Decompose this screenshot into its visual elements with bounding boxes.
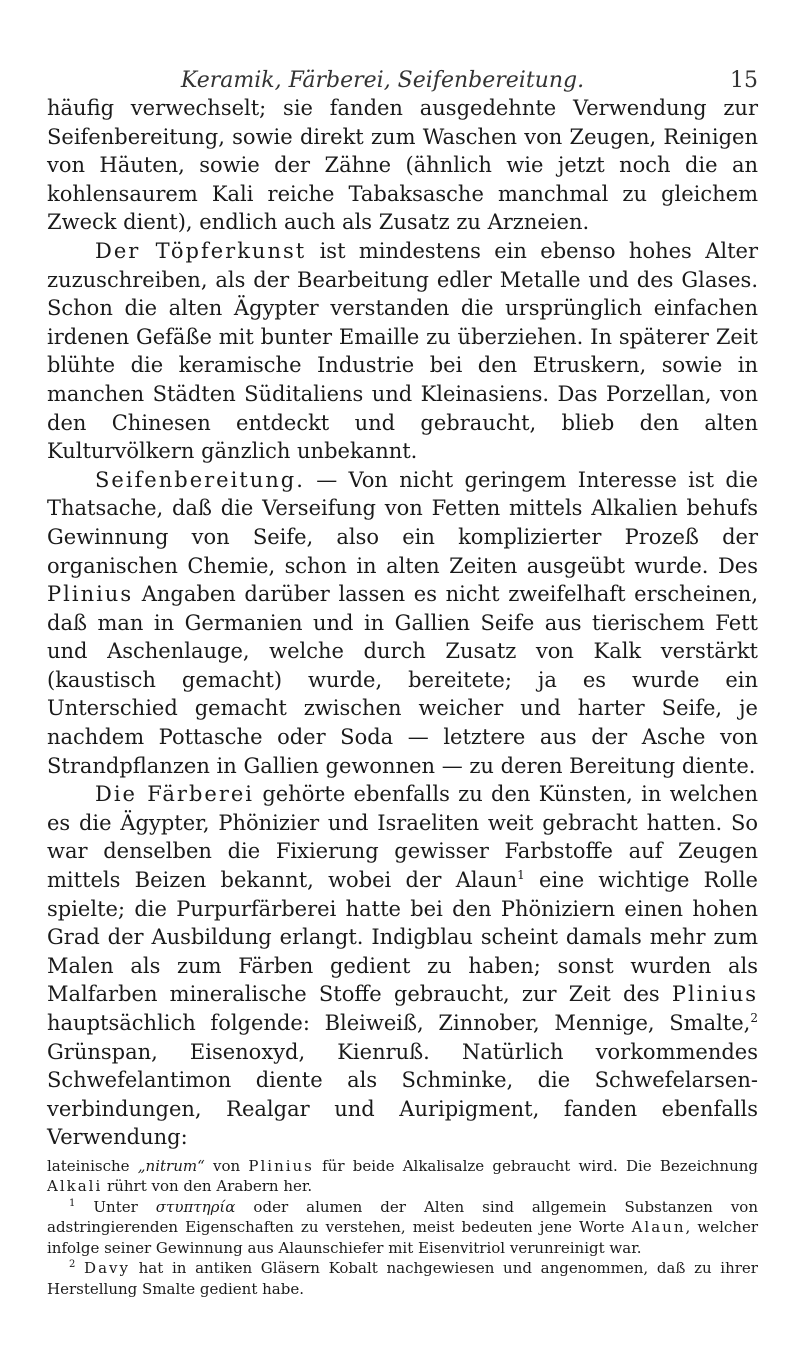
footnote-ref-2[interactable]: 2 xyxy=(750,1011,758,1025)
footnote-ref-1[interactable]: 1 xyxy=(517,868,525,883)
name-plinius: Plinius xyxy=(248,1156,314,1175)
footnote-text: lateinische xyxy=(47,1156,138,1175)
footnote-number: 1 xyxy=(69,1197,76,1209)
greek-term: στυπτηρία xyxy=(155,1197,236,1216)
paragraph-text: eine wichtige Rolle spielte; die Purpurfärberei hatte bei den Phöniziern einen hohen Grad der Ausbildung erlangt. Indigblau scheint damals mehr zum Malen als zum Färben gedient zu haben; sonst wurden als Malfarben mineralische Stoffe gebraucht, zur Zeit des xyxy=(47,868,758,1007)
paragraph-text: Angaben darüber lassen es nicht zweifelhaft erscheinen, daß man in Germanien und in Gallien Seife aus tierischem Fett und Aschenlauge, welche durch Zusatz von Kalk verstärkt (kaustisch gemacht) wurde, bereitete; ja es wurde ein Unterschied gemacht zwischen weicher und harter Seife, je nachdem Pottasche oder Soda — letztere aus der Asche von Strandpflanzen in Gallien gewonnen — zu deren Bereitung diente. xyxy=(47,582,758,778)
footnotes xyxy=(47,1156,758,1300)
paragraph-text: häufig verwechselt; sie fanden ausgedehnte Verwendung zur Seifenbereitung, sowie direkt zum Waschen von Zeugen, Reinigen von Häuten, sowie der Zähne (ähnlich wie jetzt noch die an kohlensaurem Kali reiche Tabaksasche manchmal zu gleichem Zweck dient), endlich auch als Zusatz zu Arzneien. xyxy=(47,96,758,235)
footnote-text: hat in antiken Gläsern Kobalt nachgewiesen und angenommen, daß zu ihrer Herstellung Smalte gedient habe. xyxy=(47,1259,758,1298)
paragraph-text: hauptsächlich folgende: Bleiweiß, Zinnober, Mennige, Smalte, xyxy=(47,1011,751,1035)
paragraph-text: — Von nicht geringem Interesse ist die Thatsache, daß die Verseifung von Fetten mittels Alkalien behufs Gewinnung von Seife, also ein komplizierter Prozeß der organischen Chemie, schon in alten Zeiten ausgeübt wurde. Des xyxy=(47,467,758,578)
name-plinius: Plinius xyxy=(47,582,134,607)
paragraph-seifenbereitung xyxy=(47,466,758,781)
page-header xyxy=(47,60,758,94)
footnote-2 xyxy=(47,1258,758,1299)
paragraph-text: Grünspan, Eisenoxyd, Kienruß. Natürlich vorkommendes Schwefelantimon diente als Schminke, die Schwefelarsenverbindungen, Realgar und Auripigment, fanden ebenfalls Verwendung: xyxy=(47,1039,758,1150)
footnote-continuation xyxy=(47,1156,758,1197)
paragraph-toepferkunst xyxy=(47,237,758,466)
footnote-1 xyxy=(47,1197,758,1259)
running-title: Keramik, Färberei, Seifenbereitung. xyxy=(180,68,585,93)
paragraph-text: ist mindestens ein ebenso hohes Alter zuzuschreiben, als der Bearbeitung edler Metalle und des Glases. Schon die alten Ägypter verstanden die ursprünglich einfachen irdenen Gefäße mit bunter Emaille zu überziehen. In späterer Zeit blühte die keramische Industrie bei den Etruskern, sowie in manchen Städten Süditaliens und Kleinasiens. Das Porzellan, von den Chinesen entdeckt und gebraucht, blieb den alten Kulturvölkern gänzlich unbekannt. xyxy=(47,238,758,464)
page-number: 15 xyxy=(730,68,758,93)
paragraph-text: gehörte ebenfalls zu den Künsten, in welchen es die Ägypter, Phönizier und Israeliten weit gebracht hatten. So war denselben die Fixierung gewisser Farbstoffe auf Zeugen mittels Beizen bekannt, wobei der Alaun xyxy=(47,782,758,893)
body-text xyxy=(47,94,758,1152)
footnote-text: oder alumen der Alten sind allgemein Substanzen von adstringierenden Eigenschaften zu verstehen, meist bedeuten jene Worte xyxy=(47,1197,758,1237)
footnote-text: , welcher infolge seiner Gewinnung aus Alaunschiefer mit Eisenvitriol verunreinigt war. xyxy=(47,1218,758,1257)
footnote-text: für beide Alkalisalze gebraucht wird. Die Bezeichnung xyxy=(313,1156,759,1175)
section-lead-toepferkunst: Der Töpferkunst xyxy=(95,238,307,263)
term-alkali: Alkali xyxy=(47,1177,103,1196)
paragraph-continuation xyxy=(47,94,758,237)
name-plinius: Plinius xyxy=(671,982,758,1007)
footnote-text: rührt von den Arabern her. xyxy=(102,1177,313,1196)
paragraph-faerberei xyxy=(47,780,758,1152)
footnote-text: von xyxy=(204,1156,249,1175)
section-lead-seifenbereitung: Seifenbereitung. xyxy=(95,467,305,492)
term-nitrum: „nitrum“ xyxy=(137,1156,205,1175)
footnote-text: Unter xyxy=(75,1197,156,1216)
name-davy: Davy xyxy=(84,1259,130,1278)
footnote-number: 2 xyxy=(69,1259,76,1271)
term-alaun: Alaun xyxy=(631,1218,686,1237)
section-lead-faerberei: Die Färberei xyxy=(95,782,255,807)
